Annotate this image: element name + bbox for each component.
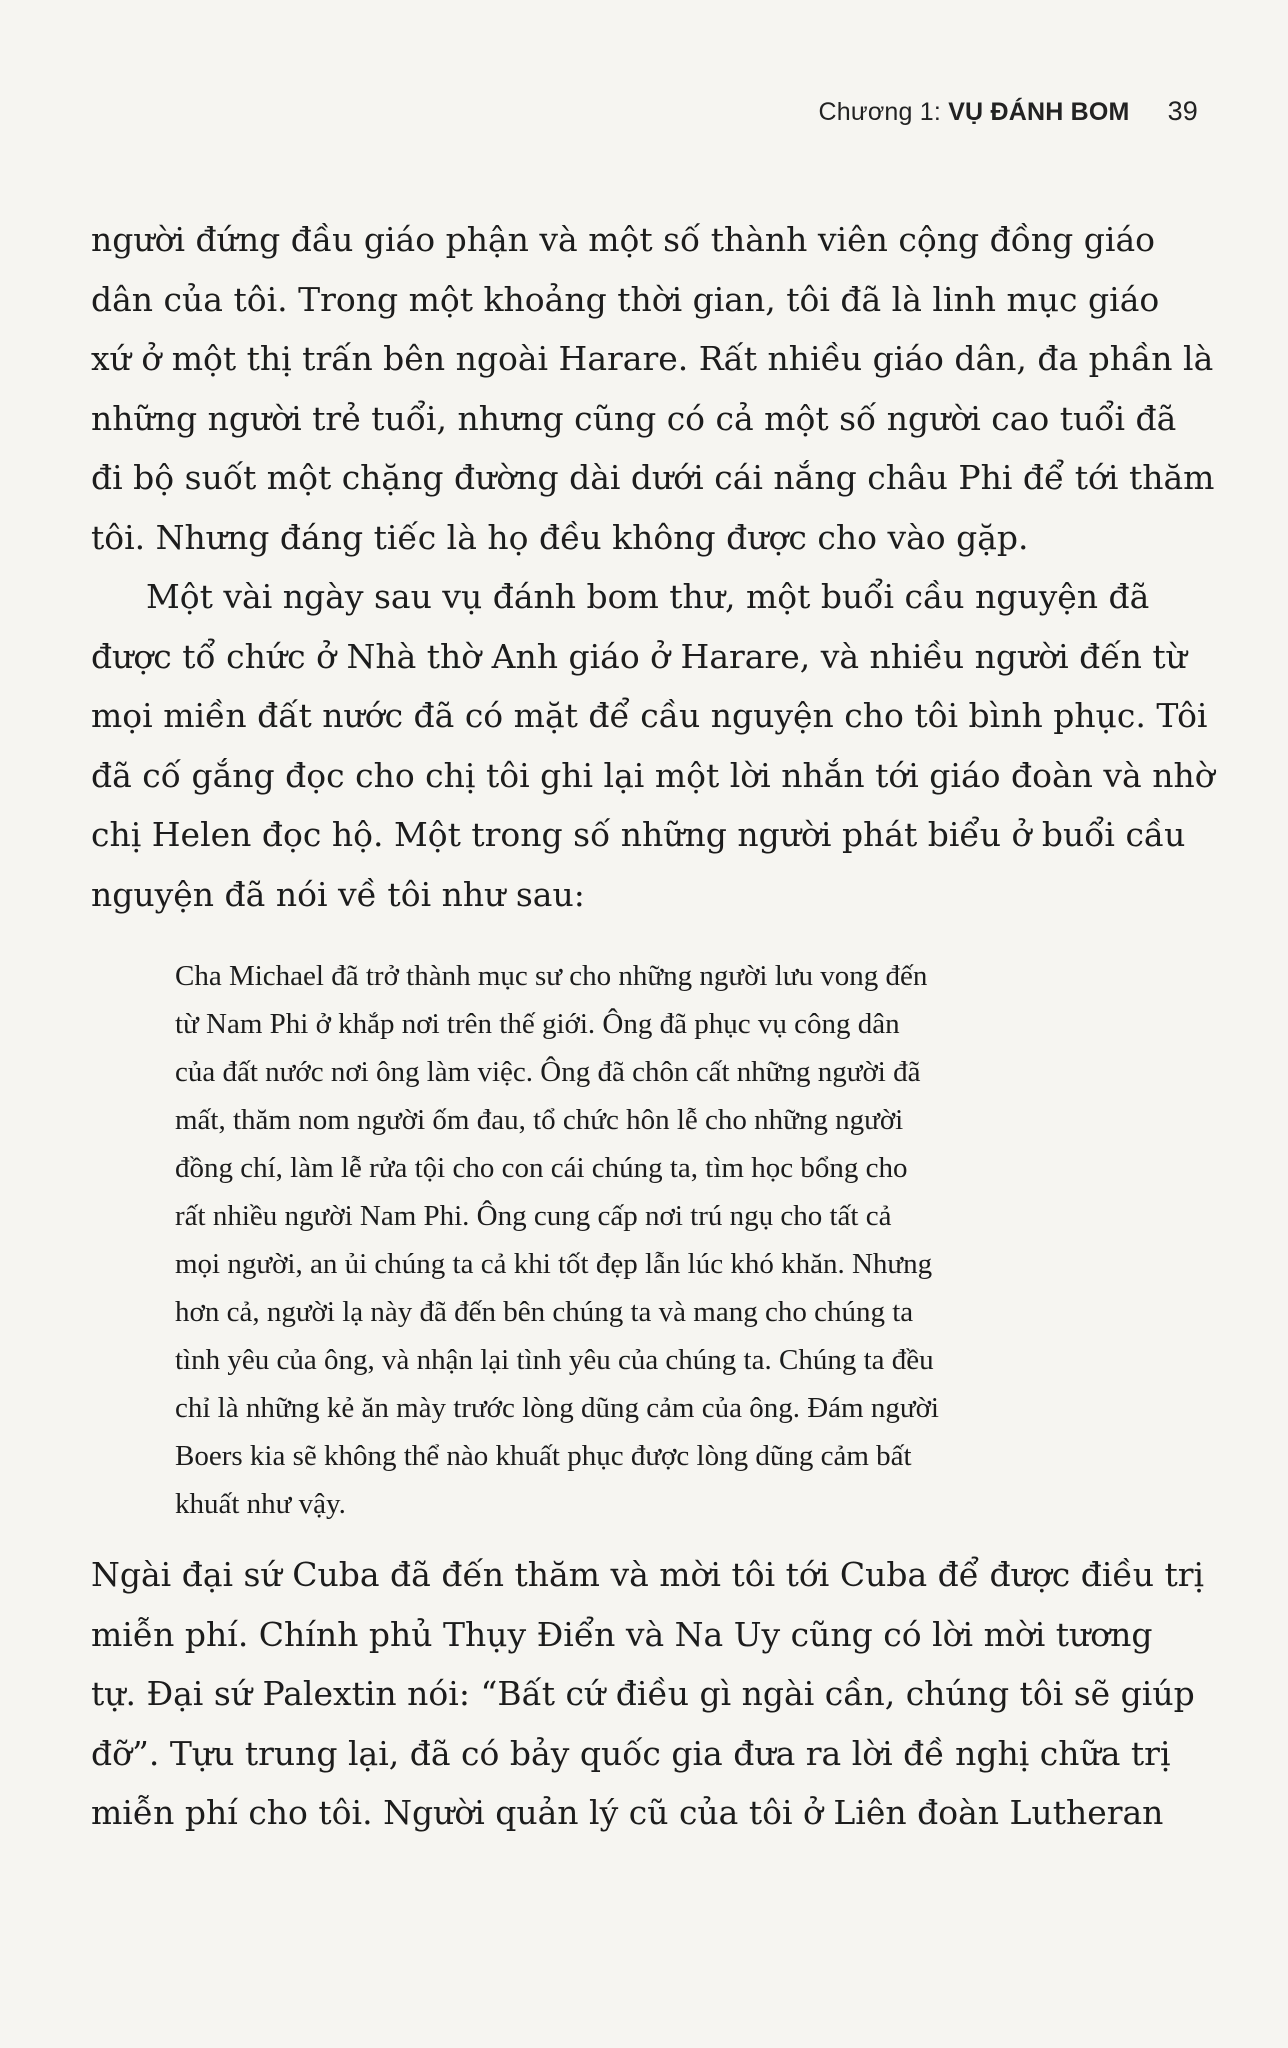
text-line: được tổ chức ở Nhà thờ Anh giáo ở Harare, và nhiều người đến từ [91,636,1187,676]
main-text [91,210,1215,924]
quote-line: đồng chí, làm lễ rửa tội cho con cái chúng ta, tìm học bổng cho [175,1152,908,1184]
text-line: chị Helen đọc hộ. Một trong số những người phát biểu ở buổi cầu [91,815,1186,854]
running-header [819,96,1198,127]
quote-line: từ Nam Phi ở khắp nơi trên thế giới. Ông đã phục vụ công dân [175,1008,900,1040]
chapter-title: VỤ ĐÁNH BOM [948,98,1130,126]
text-line: mọi miền đất nước đã có mặt để cầu nguyện cho tôi bình phục. Tôi [91,696,1208,735]
text-line: tự. Đại sứ Palextin nói: “Bất cứ điều gì ngài cần, chúng tôi sẽ giúp [91,1674,1195,1713]
page-number: 39 [1167,96,1198,126]
quote-line: của đất nước nơi ông làm việc. Ông đã chôn cất những người đã [175,1056,921,1088]
quote-line: Cha Michael đã trở thành mục sư cho những người lưu vong đến [175,960,928,992]
quote-line: mọi người, an ủi chúng ta cả khi tốt đẹp lẫn lúc khó khăn. Nhưng [175,1248,933,1280]
text-line: Ngài đại sứ Cuba đã đến thăm và mời tôi tới Cuba để được điều trị [91,1555,1205,1594]
quote-line: hơn cả, người lạ này đã đến bên chúng ta và mang cho chúng ta [175,1296,914,1328]
text-line: miễn phí cho tôi. Người quản lý cũ của tôi ở Liên đoàn Lutheran [91,1793,1164,1832]
chapter-prefix: Chương 1: [818,98,949,126]
text-line: đỡ”. Tựu trung lại, đã có bảy quốc gia đưa ra lời đề nghị chữa trị [91,1733,1171,1773]
text-line: miễn phí. Chính phủ Thụy Điển và Na Uy cũng có lời mời tương [91,1614,1153,1654]
text-line: Một vài ngày sau vụ đánh bom thư, một buổi cầu nguyện đã [146,577,1150,616]
paragraph-1 [91,210,1215,567]
paragraph-2 [91,567,1215,924]
text-line: dân của tôi. Trong một khoảng thời gian, tôi đã là linh mục giáo [91,279,1160,319]
text-line: đi bộ suốt một chặng đường dài dưới cái nắng châu Phi để tới thăm [91,458,1215,497]
quote-line: mất, thăm nom người ốm đau, tổ chức hôn lễ cho những người [175,1104,904,1136]
text-line: những người trẻ tuổi, nhưng cũng có cả một số người cao tuổi đã [91,398,1177,438]
quote-line: Boers kia sẽ không thể nào khuất phục được lòng dũng cảm bất [175,1440,912,1472]
text-line: tôi. Nhưng đáng tiếc là họ đều không được cho vào gặp. [91,517,1029,557]
paragraph-3 [91,1545,1205,1843]
text-line: nguyện đã nói về tôi như sau: [91,874,585,914]
quote-line: khuất như vậy. [175,1488,346,1520]
block-quote [175,952,1195,1528]
text-line: đã cố gắng đọc cho chị tôi ghi lại một lời nhắn tới giáo đoàn và nhờ [91,755,1215,795]
quote-line: chỉ là những kẻ ăn mày trước lòng dũng cảm của ông. Đám người [175,1392,939,1424]
quote-line: rất nhiều người Nam Phi. Ông cung cấp nơi trú ngụ cho tất cả [175,1200,892,1232]
quote-line: tình yêu của ông, và nhận lại tình yêu của chúng ta. Chúng ta đều [175,1344,934,1376]
text-line: xứ ở một thị trấn bên ngoài Harare. Rất nhiều giáo dân, đa phần là [91,339,1214,378]
text-line: người đứng đầu giáo phận và một số thành viên cộng đồng giáo [91,220,1155,259]
